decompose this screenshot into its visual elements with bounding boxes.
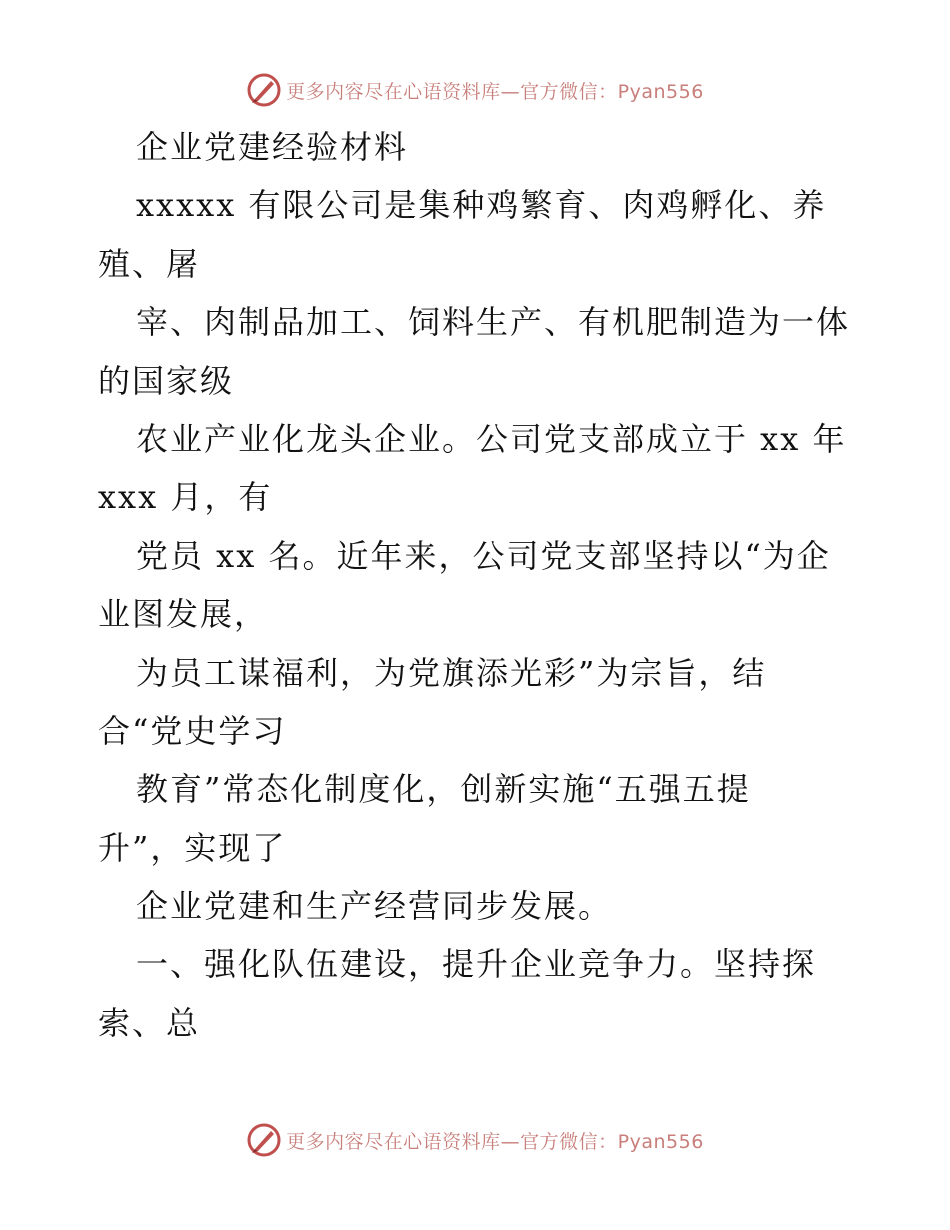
document-line: xxx 月，有 <box>98 478 273 517</box>
document-line: 合“党史学习 <box>98 711 287 750</box>
document-line: 一、强化队伍建设，提升企业竞争力。坚持探 <box>136 945 817 984</box>
header-banner <box>0 70 950 110</box>
document-line: 殖、屠 <box>98 244 201 283</box>
document-line: 为员工谋福利，为党旗添光彩”为宗旨，结 <box>136 653 767 692</box>
footer-banner <box>0 1120 950 1160</box>
document-line: 的国家级 <box>98 361 235 400</box>
document-line: 教育”常态化制度化，创新实施“五强五提 <box>136 770 751 809</box>
document-line: 农业产业化龙头企业。公司党支部成立于 xx 年 <box>136 419 847 458</box>
document-line: 宰、肉制品加工、饲料生产、有机肥制造为一体 <box>136 303 851 342</box>
document-line: 升”，实现了 <box>98 828 287 867</box>
document-line: 业图发展， <box>98 595 269 634</box>
document-line: 企业党建经验材料 <box>136 128 409 166</box>
quill-logo-icon <box>246 1122 282 1158</box>
document-line: xxxxx 有限公司是集种鸡繁育、肉鸡孵化、养 <box>136 186 827 225</box>
banner-text: 更多内容尽在心语资料库—官方微信：Pyan556 <box>286 1130 704 1153</box>
document-body <box>98 118 858 1052</box>
banner-text: 更多内容尽在心语资料库—官方微信：Pyan556 <box>286 80 704 103</box>
quill-logo-icon <box>246 72 282 108</box>
document-line: 党员 xx 名。近年来，公司党支部坚持以“为企 <box>136 536 831 575</box>
document-line: 企业党建和生产经营同步发展。 <box>136 887 613 926</box>
document-line: 索、总 <box>98 1003 201 1042</box>
